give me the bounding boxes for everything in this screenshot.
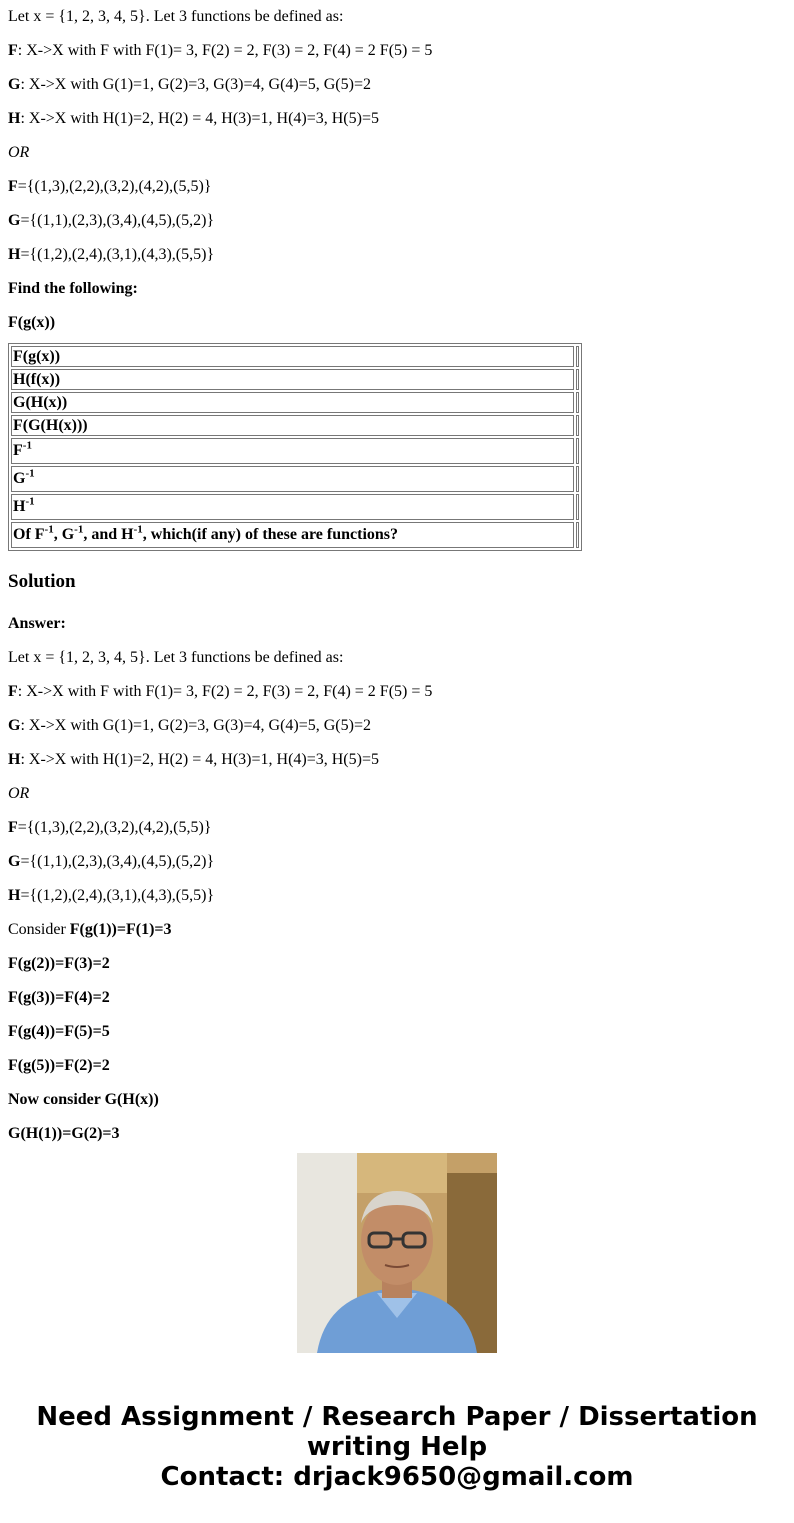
g-definition: G: X->X with G(1)=1, G(2)=3, G(3)=4, G(4)=5, G(5)=2 (8, 717, 371, 734)
intro-line: Let x = {1, 2, 3, 4, 5}. Let 3 functions be defined as: (8, 649, 344, 666)
f-definition: F: X->X with F with F(1)= 3, F(2) = 2, F(3) = 2, F(4) = 2 F(5) = 5 (8, 42, 433, 59)
or-text: OR (8, 785, 30, 802)
cut-off-line: G(H(1))=G(2)=3 (8, 1125, 120, 1142)
table-cell: $F^{-1}$ (11, 438, 574, 464)
f-set: F={(1,3),(2,2),(3,2),(4,2),(5,5)} (8, 178, 212, 195)
h-set: H={(1,2),(2,4),(3,1),(4,3),(5,5)} (8, 887, 215, 904)
find-heading: Find the following: (8, 280, 138, 297)
f-definition: F: X->X with F with F(1)= 3, F(2) = 2, F(3) = 2, F(4) = 2 F(5) = 5 (8, 683, 433, 700)
question-table (8, 343, 582, 551)
table-cell: $G^{-1}$ (11, 466, 574, 492)
table-cell: $H^{-1}$ (11, 494, 574, 520)
table-row (11, 494, 579, 520)
author-photo (297, 1153, 497, 1353)
table-row (11, 522, 579, 548)
h-set: H={(1,2),(2,4),(3,1),(4,3),(5,5)} (8, 246, 215, 263)
step-line: F(g(4))=F(5)=5 (8, 1023, 110, 1040)
table-row (11, 415, 579, 436)
g-set: G={(1,1),(2,3),(3,4),(4,5),(5,2)} (8, 853, 215, 870)
f-set: F={(1,3),(2,2),(3,2),(4,2),(5,5)} (8, 819, 212, 836)
table-cell: F(G(H(x))) (11, 415, 574, 436)
contact-banner (0, 1402, 794, 1492)
g-definition: G: X->X with G(1)=1, G(2)=3, G(3)=4, G(4)=5, G(5)=2 (8, 76, 371, 93)
banner-line: writing Help (306, 1432, 488, 1462)
step-line: F(g(3))=F(4)=2 (8, 989, 110, 1006)
table-row (11, 466, 579, 492)
h-definition: H: X->X with H(1)=2, H(2) = 4, H(3)=1, H(4)=3, H(5)=5 (8, 751, 379, 768)
now-consider-line: Now consider G(H(x)) (8, 1091, 159, 1108)
portrait-image (297, 1153, 497, 1353)
table-cell: H(f(x)) (11, 369, 574, 390)
table-cell: G(H(x)) (11, 392, 574, 413)
step-line: F(g(2))=F(3)=2 (8, 955, 110, 972)
document-body (8, 0, 788, 1142)
consider-line: Consider F(g(1))=F(1)=3 (8, 921, 172, 938)
answer-label: Answer: (8, 615, 66, 632)
step-line: F(g(5))=F(2)=2 (8, 1057, 110, 1074)
or-text: OR (8, 144, 30, 161)
contact-email: Contact: drjack9650@gmail.com (160, 1462, 634, 1492)
table-cell: Of $F^{-1}$, $G^{-1}$, and $H^{-1}$, which(if any) of these are functions? (11, 522, 574, 548)
banner-line: Need Assignment / Research Paper / Dissertation (36, 1402, 758, 1432)
table-row (11, 392, 579, 413)
fgx-heading: F(g(x)) (8, 314, 56, 331)
table-row (11, 438, 579, 464)
g-set: G={(1,1),(2,3),(3,4),(4,5),(5,2)} (8, 212, 215, 229)
h-definition: H: X->X with H(1)=2, H(2) = 4, H(3)=1, H(4)=3, H(5)=5 (8, 110, 379, 127)
solution-heading: Solution (8, 571, 76, 592)
table-cell: F(g(x)) (11, 346, 574, 367)
table-row (11, 369, 579, 390)
intro-line: Let x = {1, 2, 3, 4, 5}. Let 3 functions be defined as: (8, 8, 344, 25)
table-row (11, 346, 579, 367)
